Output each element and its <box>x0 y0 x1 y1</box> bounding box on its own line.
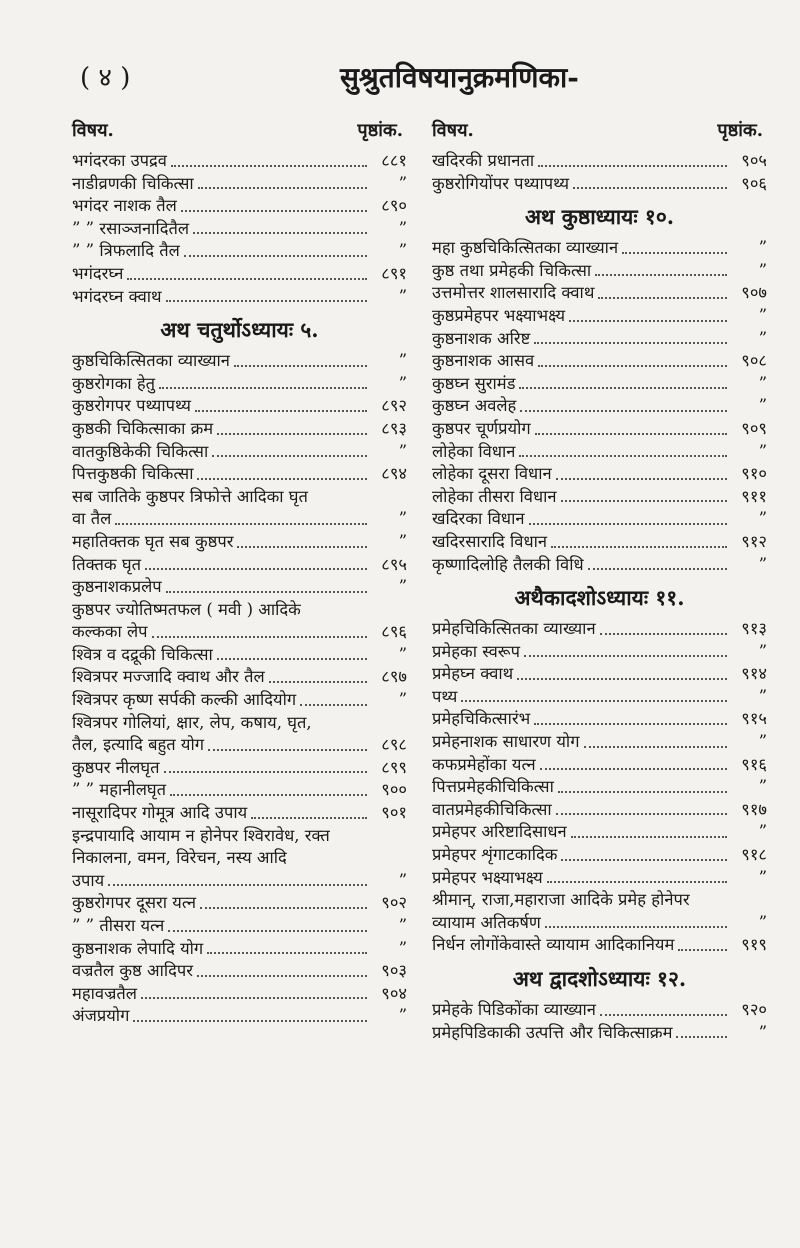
entry-page: ” <box>758 441 767 461</box>
entry-page: ९१४ <box>741 664 767 684</box>
entry-title: वज्रतैल कुष्ठ आदिपर <box>72 961 193 981</box>
entry-title: महावज्रतैल <box>72 983 137 1003</box>
toc-entry <box>432 508 767 531</box>
entry-page: ” <box>398 938 407 958</box>
dot-leader <box>588 568 727 570</box>
entry-title: कुष्ठनाशकप्रलेप <box>72 577 162 597</box>
entry-page: ९०६ <box>741 173 767 193</box>
entry-title: प्रमेहपर भक्ष्याभक्ष्य <box>432 867 543 887</box>
entry-page: ” <box>758 867 767 887</box>
entry-title: अंजप्रयोग <box>72 1006 130 1026</box>
entry-title: कुष्ठरोगपर पथ्यापथ्य <box>72 396 191 416</box>
toc-entry <box>72 195 407 218</box>
toc-entry <box>432 373 767 396</box>
entry-page: ९१२ <box>741 531 767 551</box>
dot-leader <box>217 433 367 435</box>
section-heading: अथ कुष्ठाध्यायः १०. <box>524 204 675 230</box>
dot-leader <box>517 678 727 680</box>
dot-leader <box>269 681 367 683</box>
entry-page: ” <box>758 912 767 932</box>
toc-entry <box>432 531 767 554</box>
toc-entry <box>72 554 407 577</box>
entry-page: ९०८ <box>741 351 767 371</box>
entry-page: ९२० <box>741 1000 767 1019</box>
entry-title: निर्धन लोगोंकेवास्ते व्यायाम आदिकानियम <box>432 935 675 955</box>
toc-entry <box>432 844 767 867</box>
entry-page: ” <box>758 260 767 280</box>
toc-entry <box>432 708 767 731</box>
section-heading: अथ द्वादशोऽध्यायः १२. <box>512 966 687 991</box>
entry-page: ” <box>398 916 407 935</box>
entry-title: कुष्ठघ्न सुरामंड <box>432 373 516 393</box>
entry-page: ८९२ <box>381 396 407 416</box>
entry-page: ” <box>758 554 767 574</box>
entry-page: ” <box>398 870 407 890</box>
toc-entry <box>72 395 407 418</box>
toc-entry-line <box>432 889 767 912</box>
toc-entry <box>72 531 407 554</box>
page-heading: पृष्ठांक. <box>357 120 403 141</box>
dot-leader <box>207 952 367 954</box>
entry-title: महातिक्तक घृत सब कुष्ठपर <box>72 531 234 551</box>
entry-title: कुष्ठकी चिकित्साका क्रम <box>72 418 214 438</box>
dot-leader <box>152 636 367 638</box>
entry-title: ” ” महानीलघृत <box>72 780 167 800</box>
entry-page: ” <box>398 241 407 261</box>
toc-entry-line <box>72 712 407 735</box>
entry-page: ९१७ <box>741 799 767 819</box>
toc-entry <box>432 821 767 844</box>
entry-page: ” <box>398 441 407 461</box>
dot-leader <box>195 410 367 412</box>
entry-page: ” <box>398 218 407 238</box>
entry-title: श्वित्रपर गोलियां, क्षार, लेप, कषाय, घृत, <box>72 712 312 732</box>
section-heading: अथैकादशोऽध्यायः ११. <box>514 585 685 611</box>
entry-page: ” <box>758 305 767 325</box>
page-heading: पृष्ठांक. <box>717 120 763 141</box>
entry-title: ” ” तीसरा यत्न <box>72 916 165 935</box>
entry-page: ९१९ <box>741 935 767 955</box>
dot-leader <box>198 187 367 189</box>
dot-leader <box>534 342 727 344</box>
entry-title: सब जातिके कुष्ठपर त्रिफोत्ते आदिका घृत <box>72 486 308 506</box>
dot-leader <box>540 768 727 770</box>
entry-page: ” <box>758 732 767 752</box>
toc-entry-line <box>72 486 407 509</box>
entry-title: पथ्य <box>432 686 458 706</box>
entry-page: ९०३ <box>381 961 407 981</box>
entry-page: ” <box>758 686 767 706</box>
entry-title: श्वित्रपर मज्जादि क्वाथ और तैल <box>72 667 265 687</box>
entry-title: वातकुष्ठिकेकी चिकित्सा <box>72 441 209 461</box>
entry-page: ९०५ <box>741 151 767 170</box>
dot-leader <box>159 387 367 389</box>
entry-page: ९०७ <box>741 283 767 303</box>
entry-title: उत्तमोत्तर शालसारादि क्वाथ <box>432 283 595 303</box>
entry-page: ८९६ <box>381 622 407 642</box>
entry-page: ९०४ <box>381 983 407 1003</box>
entry-page: ९१३ <box>741 619 767 639</box>
toc-entry <box>72 689 407 712</box>
toc-entry <box>432 328 767 351</box>
toc-entry <box>72 938 407 961</box>
entry-title: कुष्ठपर नीलघृत <box>72 757 160 777</box>
toc-entry <box>432 999 767 1022</box>
dot-leader <box>133 1020 367 1022</box>
dot-leader <box>127 278 367 280</box>
toc-entry <box>72 418 407 441</box>
entry-page: ९१५ <box>741 709 767 729</box>
dot-leader <box>538 365 727 367</box>
entry-page: ” <box>758 238 767 258</box>
dot-leader <box>529 523 728 525</box>
running-head: सुश्रुतविषयानुक्रमणिका- <box>340 61 579 94</box>
dot-leader <box>184 255 367 257</box>
toc-entry <box>72 350 407 373</box>
entry-title: कुष्ठनाशक अरिष्ट <box>432 328 531 348</box>
entry-page: ८९४ <box>381 464 407 484</box>
entry-title: नासूरादिपर गोमूत्र आदि उपाय <box>72 803 248 823</box>
toc-entry <box>72 621 407 644</box>
entry-title: कुष्ठरोगियोंपर पथ्यापथ्य <box>432 173 570 193</box>
toc-entry <box>432 441 767 464</box>
section-heading: अथ चतुर्थोऽध्यायः ५. <box>160 317 319 343</box>
dot-leader <box>168 930 367 932</box>
dot-leader <box>558 791 727 793</box>
dot-leader <box>571 836 727 838</box>
entry-title: पित्तप्रमेहकीचिकित्सा <box>432 777 554 797</box>
toc-entry <box>72 983 407 1006</box>
entry-title: तैल, इत्यादि बहुत योग <box>72 735 205 755</box>
toc-entry <box>72 892 407 915</box>
entry-page: ” <box>758 396 767 416</box>
dot-leader <box>197 975 367 977</box>
entry-page: ९१० <box>741 464 767 484</box>
dot-leader <box>166 591 367 593</box>
dot-leader <box>584 746 728 748</box>
dot-leader <box>141 997 367 999</box>
entry-title: लोहेका विधान <box>432 441 516 461</box>
entry-title: लोहेका दूसरा विधान <box>432 464 552 484</box>
column-header <box>72 118 407 142</box>
dot-leader <box>535 433 727 435</box>
dot-leader <box>561 859 727 861</box>
entry-title: कुष्ठनाशक लेपादि योग <box>72 938 204 958</box>
entry-page: ” <box>398 577 407 597</box>
toc-entry <box>432 173 767 196</box>
entry-page: ८९८ <box>381 735 407 755</box>
entry-page: ” <box>398 690 407 710</box>
entry-title: पित्तकुष्ठकी चिकित्सा <box>72 464 194 484</box>
entry-page: ” <box>398 286 407 306</box>
toc-entry <box>72 1005 407 1028</box>
entry-page: ९१६ <box>741 754 767 774</box>
entry-title: कुष्ठप्रमेहपर भक्ष्याभक्ष्य <box>432 305 566 325</box>
entry-title: कुष्ठघ्न अवलेह <box>432 396 517 416</box>
entry-page: ८९९ <box>381 757 407 777</box>
column-header <box>432 118 767 142</box>
dot-leader <box>561 500 727 502</box>
toc-entry <box>72 576 407 599</box>
dot-leader <box>461 700 727 702</box>
toc-entry <box>72 240 407 263</box>
toc-entry <box>72 286 407 309</box>
dot-leader <box>556 478 727 480</box>
entry-title: भगंदरघ्न <box>72 263 124 283</box>
toc-entry <box>432 1022 767 1045</box>
toc-entry <box>432 912 767 935</box>
toc-entry <box>432 395 767 418</box>
entry-page: ” <box>398 1006 407 1026</box>
entry-title: प्रमेहपर शृंगाटकादिक <box>432 845 558 865</box>
dot-leader <box>164 771 367 773</box>
entry-page: ” <box>758 641 767 661</box>
toc-entry <box>432 486 767 509</box>
entry-page: ” <box>758 1022 767 1042</box>
entry-title: ” ” रसाञ्जनादितैल <box>72 218 190 238</box>
toc-entry <box>72 779 407 802</box>
entry-page: ८९७ <box>381 667 407 687</box>
entry-page: ९०० <box>381 780 407 800</box>
entry-page: ९११ <box>741 486 767 506</box>
toc-entry <box>432 618 767 641</box>
toc-entry <box>432 686 767 709</box>
dot-leader <box>600 633 727 635</box>
entry-title: महा कुष्ठचिकित्सितका व्याख्यान <box>432 238 619 258</box>
entry-page: ९०९ <box>741 418 767 438</box>
toc-entry <box>72 915 407 938</box>
toc-entry <box>432 731 767 754</box>
entry-title: श्रीमान्, राजा,महाराजा आदिके प्रमेह होनेपर <box>432 890 690 910</box>
toc-entry <box>432 237 767 260</box>
dot-leader <box>520 410 727 412</box>
dot-leader <box>171 165 367 167</box>
dot-leader <box>193 232 367 234</box>
dot-leader <box>115 523 367 525</box>
dot-leader <box>600 1014 727 1016</box>
dot-leader <box>569 320 727 322</box>
toc-entry <box>432 754 767 777</box>
toc-entry <box>72 218 407 241</box>
entry-title: कफप्रमेहोंका यत्न <box>432 754 536 774</box>
toc-entry <box>432 776 767 799</box>
toc-entry <box>432 799 767 822</box>
dot-leader <box>545 926 727 928</box>
subject-heading: विषय. <box>72 120 114 141</box>
dot-leader <box>519 387 727 389</box>
entry-page: ” <box>398 173 407 193</box>
entry-title: कल्कका लेप <box>72 622 148 642</box>
entry-title: प्रमेहपर अरिष्टादिसाधन <box>432 822 567 842</box>
entry-page: ” <box>758 509 767 529</box>
entry-title: नाडीव्रणकी चिकित्सा <box>72 173 194 193</box>
toc-entry <box>72 802 407 825</box>
toc-entry <box>72 463 407 486</box>
entry-page: ९०२ <box>381 893 407 913</box>
toc-list <box>432 150 767 1044</box>
entry-title: भगंदर नाशक तैल <box>72 196 177 216</box>
entry-title: कुष्ठचिकित्सितका व्याख्यान <box>72 351 230 371</box>
page-number: ( ४ ) <box>80 63 131 93</box>
toc-entry-line <box>72 847 407 870</box>
entry-title: कुष्ठरोगका हेतु <box>72 373 156 393</box>
dot-leader <box>524 655 727 657</box>
toc-entry <box>72 263 407 286</box>
dot-leader <box>678 949 727 951</box>
dot-leader <box>547 881 727 883</box>
entry-title: प्रमेहपिडिकाकी उत्पत्ति और चिकित्साक्रम <box>432 1022 673 1042</box>
entry-title: निकालना, वमन, विरेचन, नस्य आदि <box>72 848 287 868</box>
entry-title: कुष्ठरोगपर दूसरा यत्न <box>72 893 197 913</box>
entry-page: ” <box>398 509 407 529</box>
entry-page: ८९० <box>381 196 407 216</box>
toc-entry <box>432 305 767 328</box>
entry-page: ” <box>398 644 407 664</box>
dot-leader <box>595 274 727 276</box>
entry-title: खदिरसारादि विधान <box>432 531 548 551</box>
dot-leader <box>551 546 727 548</box>
entry-title: वा तैल <box>72 509 112 529</box>
left-column <box>72 118 407 1028</box>
entry-title: वातप्रमेहकीचिकित्सा <box>432 799 552 819</box>
toc-entry <box>432 554 767 577</box>
toc-entry <box>72 508 407 531</box>
entry-title: कुष्ठपर चूर्णप्रयोग <box>432 418 531 438</box>
toc-entry <box>432 463 767 486</box>
dot-leader <box>556 813 727 815</box>
entry-title: खदिरकी प्रधानता <box>432 151 535 170</box>
entry-title: भगंदरघ्न क्वाथ <box>72 286 162 306</box>
toc-entry <box>432 641 767 664</box>
dot-leader <box>300 704 367 706</box>
entry-page: ” <box>758 328 767 348</box>
entry-title: कुष्ठनाशक आसव <box>432 351 535 371</box>
dot-leader <box>237 546 367 548</box>
dot-leader <box>217 658 367 660</box>
entry-title: लोहेका तीसरा विधान <box>432 486 557 506</box>
entry-title: प्रमेहके पिडिकोंका व्याख्यान <box>432 1000 596 1019</box>
entry-title: कुष्ठ तथा प्रमेहकी चिकित्सा <box>432 260 592 280</box>
toc-entry <box>72 644 407 667</box>
dot-leader <box>519 455 727 457</box>
entry-page: ” <box>398 373 407 393</box>
entry-page: ” <box>398 531 407 551</box>
dot-leader <box>145 568 367 570</box>
entry-title: उपाय <box>72 870 105 890</box>
toc-entry <box>72 373 407 396</box>
dot-leader <box>622 252 727 254</box>
toc-entry <box>72 734 407 757</box>
entry-page: ” <box>758 822 767 842</box>
entry-title: भगंदरका उपद्रव <box>72 151 167 170</box>
entry-title: कृष्णादिलोहि तैलकी विधि <box>432 554 584 574</box>
entry-page: ८९३ <box>381 418 407 438</box>
toc-entry <box>72 757 407 780</box>
toc-entry <box>432 282 767 305</box>
dot-leader <box>181 210 367 212</box>
dot-leader <box>108 884 367 886</box>
entry-title: प्रमेहचिकित्सारंभ <box>432 709 531 729</box>
entry-title: कुष्ठपर ज्योतिष्मतफल ( मवी ) आदिके <box>72 599 301 619</box>
toc-entry <box>432 663 767 686</box>
dot-leader <box>200 907 367 909</box>
subject-heading: विषय. <box>432 120 474 141</box>
right-column <box>432 118 767 1044</box>
toc-entry <box>432 934 767 957</box>
toc-entry <box>72 173 407 196</box>
entry-title: प्रमेहनाशक साधारण योग <box>432 732 580 752</box>
toc-entry <box>432 350 767 373</box>
entry-title: प्रमेहचिकित्सितका व्याख्यान <box>432 619 596 639</box>
dot-leader <box>573 187 727 189</box>
entry-title: ” ” त्रिफलादि तैल <box>72 241 180 261</box>
dot-leader <box>534 723 727 725</box>
toc-entry <box>72 960 407 983</box>
entry-page: ९०१ <box>381 803 407 823</box>
entry-title: श्वित्रपर कृष्ण सर्पकी कल्की आदियोग <box>72 690 297 710</box>
entry-title: व्यायाम अतिकर्षण <box>432 912 541 932</box>
dot-leader <box>208 749 367 751</box>
dot-leader <box>170 794 367 796</box>
toc-entry-line <box>72 825 407 848</box>
toc-entry <box>72 666 407 689</box>
dot-leader <box>538 165 727 167</box>
toc-entry <box>72 870 407 893</box>
toc-entry-line <box>72 599 407 622</box>
entry-page: ” <box>398 351 407 371</box>
dot-leader <box>234 365 367 367</box>
toc-entry <box>72 150 407 173</box>
toc-entry <box>432 150 767 173</box>
page-header <box>80 58 740 98</box>
entry-page: ८९५ <box>381 554 407 574</box>
toc-entry <box>432 867 767 890</box>
toc-entry <box>432 418 767 441</box>
entry-title: प्रमेहघ्न क्वाथ <box>432 664 514 684</box>
entry-title: प्रमेहका स्वरूप <box>432 641 520 661</box>
entry-title: तिक्तक घृत <box>72 554 142 574</box>
entry-title: श्वित्र व दद्रूकी चिकित्सा <box>72 644 213 664</box>
entry-title: खदिरका विधान <box>432 509 525 529</box>
toc-list <box>72 150 407 1028</box>
toc-entry <box>432 260 767 283</box>
dot-leader <box>598 297 727 299</box>
entry-page: ९१८ <box>741 845 767 865</box>
entry-page: ८८१ <box>381 151 407 170</box>
toc-entry <box>72 441 407 464</box>
entry-page: ” <box>758 777 767 797</box>
dot-leader <box>676 1036 727 1038</box>
dot-leader <box>251 817 367 819</box>
entry-page: ८९१ <box>381 263 407 283</box>
dot-leader <box>212 455 367 457</box>
dot-leader <box>166 300 367 302</box>
entry-title: इन्द्रपायादि आयाम न होनेपर श्विरावेध, रक्त <box>72 825 330 845</box>
dot-leader <box>197 478 367 480</box>
entry-page: ” <box>758 373 767 393</box>
